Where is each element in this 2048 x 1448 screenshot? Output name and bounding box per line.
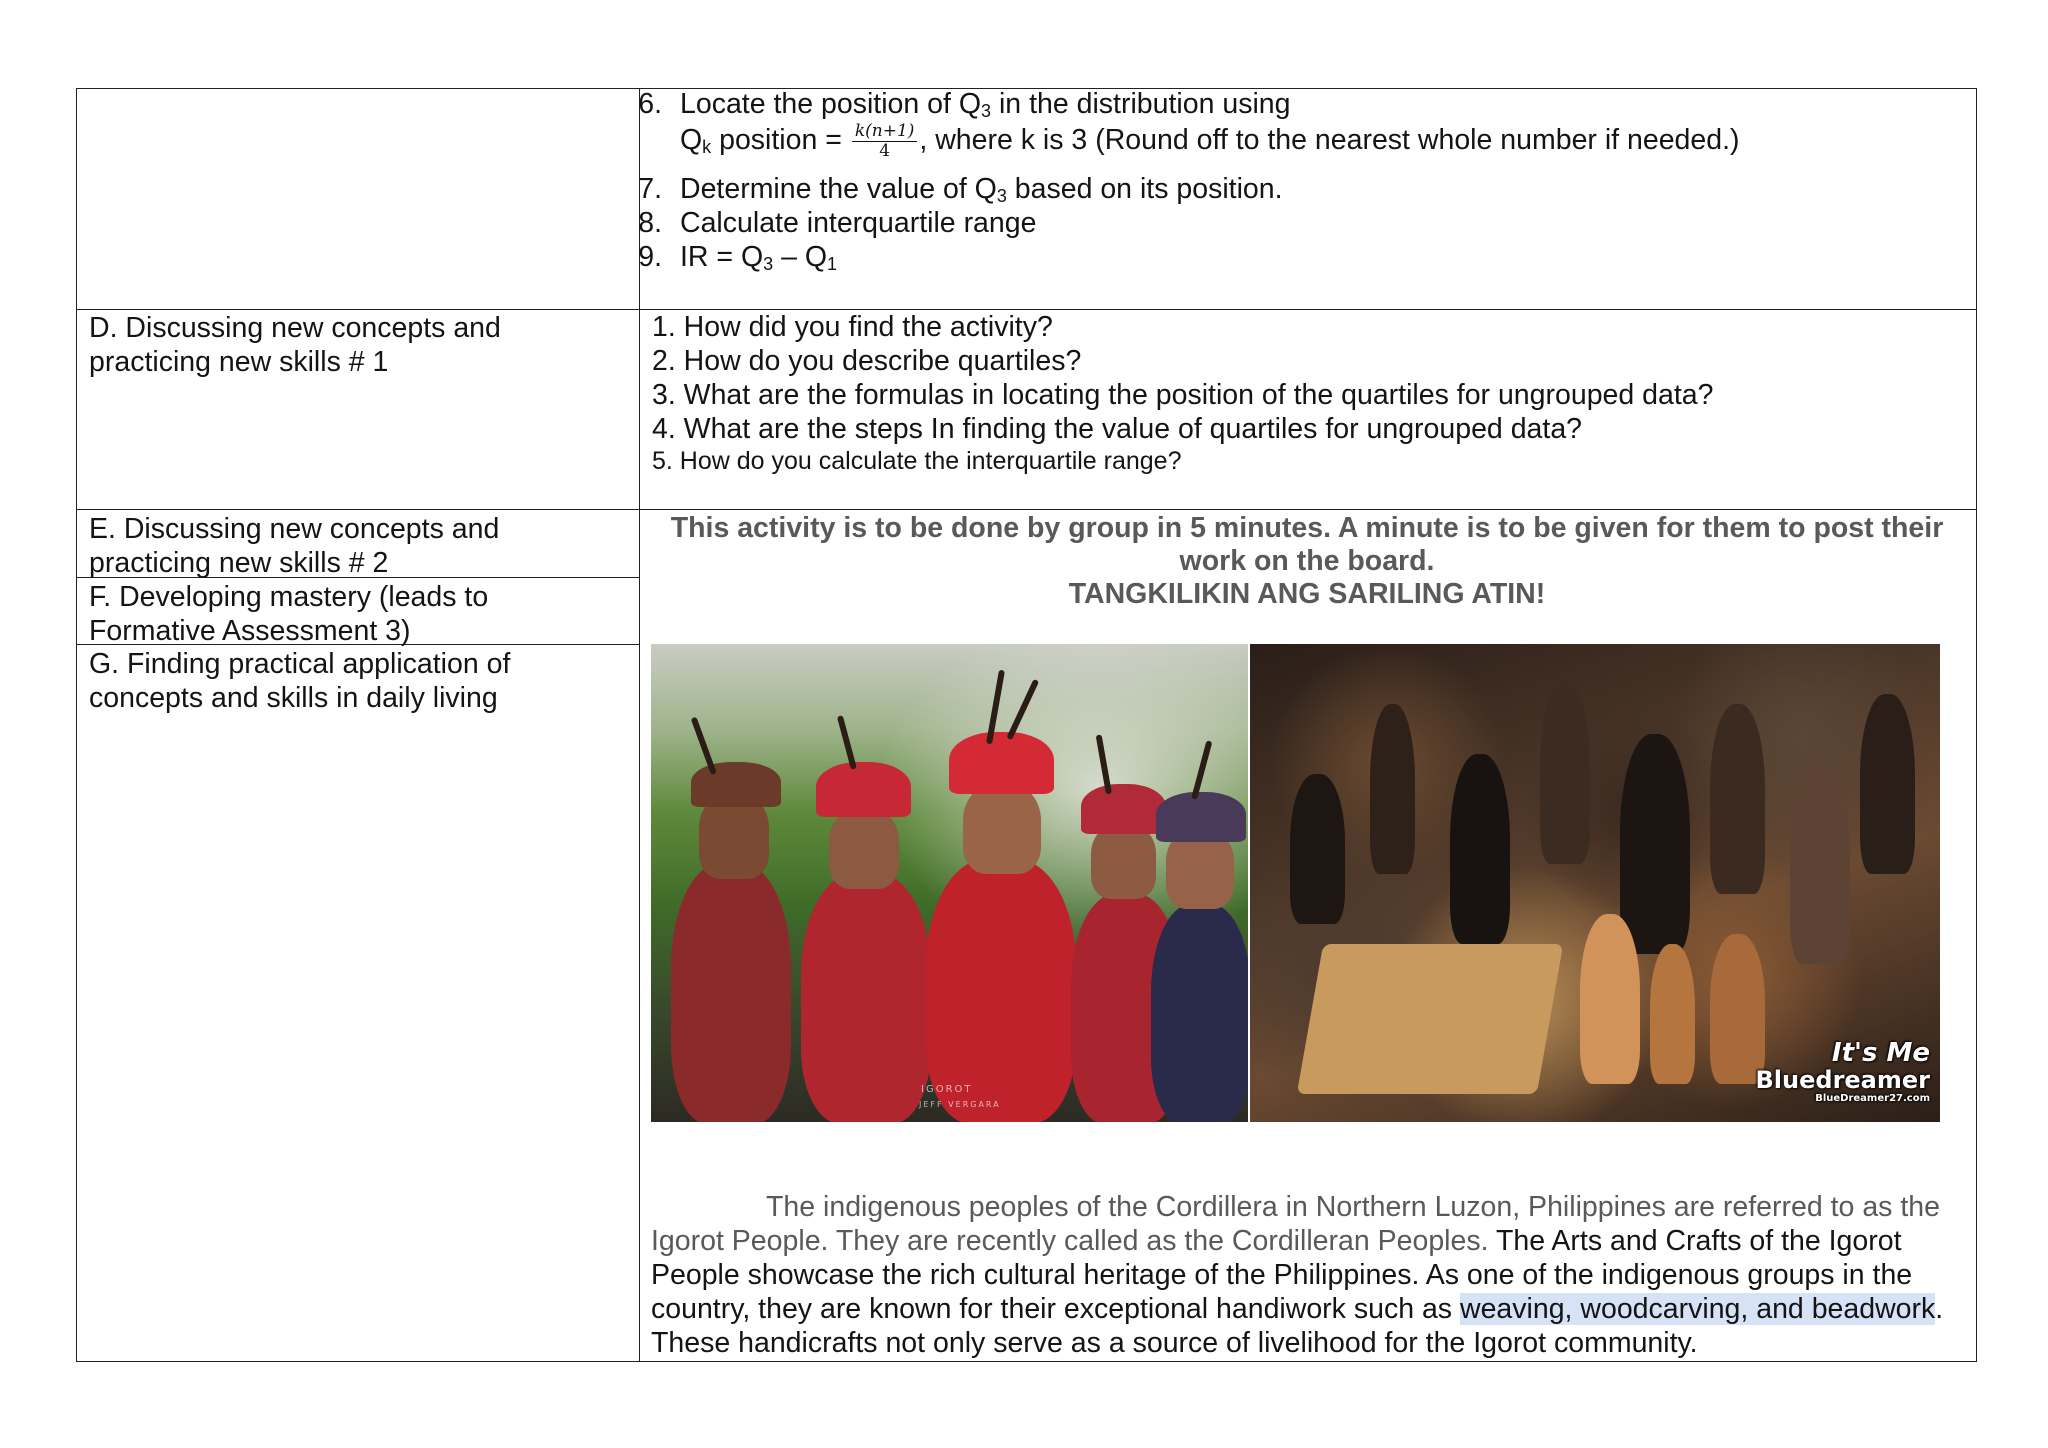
question-2: 2. How do you describe quartiles? — [652, 345, 1082, 377]
woodcarvings-photo — [1250, 644, 1940, 1122]
elder-figure — [801, 874, 931, 1122]
feather — [1006, 679, 1039, 740]
activity-title: TANGKILIKIN ANG SARILING ATIN! — [1068, 578, 1546, 610]
question-4: 4. What are the steps In finding the value of quartiles for ungrouped data? — [652, 413, 1583, 445]
step-8: 8. Calculate interquartile range — [638, 207, 1037, 239]
paragraph-line-5: These handicrafts not only serve as a source of livelihood for the Igorot community. — [651, 1327, 1698, 1359]
elder-face — [963, 784, 1041, 874]
row-g-label: G. Finding practical application of concepts and skills in daily living — [89, 648, 511, 714]
feather — [837, 715, 857, 770]
row-divider-after-steps — [77, 309, 1976, 310]
step-6: 6. Locate the position of $Q_3$ in the distribution using — [638, 88, 1291, 121]
igorot-elders-photo — [651, 644, 1248, 1122]
elder-figure — [671, 864, 791, 1122]
elder-headdress — [691, 762, 781, 807]
row-divider-after-d — [77, 509, 1976, 510]
paragraph-line-1: The indigenous peoples of the Cordillera in Northern Luzon, Philippines are referred to as the — [766, 1191, 1940, 1223]
elder-figure — [1151, 904, 1248, 1122]
question-1: 1. How did you find the activity? — [652, 311, 1053, 343]
row-f-label: F. Developing mastery (leads to Formative Assessment 3) — [89, 581, 489, 647]
column-divider — [639, 89, 640, 1361]
highlighted-crafts: weaving, woodcarving, and beadwork — [1459, 1293, 1936, 1325]
paragraph-line-2: Igorot People. They are recently called as the Cordilleran Peoples. The Arts and Crafts of the Igorot — [651, 1225, 1902, 1257]
elder-figure — [926, 859, 1076, 1122]
step-9: 9. IR = $Q_3 - Q_1$ — [638, 241, 838, 274]
quartile-position-fraction: $\frac{k(n+1)}{4}$ — [852, 122, 918, 161]
carving — [1620, 734, 1690, 954]
elder-headdress — [816, 762, 911, 817]
elder-face — [1091, 824, 1156, 899]
carving — [1650, 944, 1695, 1084]
elder-headdress — [949, 732, 1054, 794]
row-d-label: D. Discussing new concepts and practicing new skills # 1 — [89, 312, 501, 378]
feather — [1191, 740, 1212, 800]
question-3: 3. What are the formulas in locating the position of the quartiles for ungrouped data? — [652, 379, 1714, 411]
carving — [1790, 764, 1850, 964]
elder-headdress — [1081, 784, 1166, 834]
elder-face — [829, 809, 899, 889]
question-5: 5. How do you calculate the interquartile range? — [652, 447, 1182, 475]
carving — [1540, 684, 1590, 864]
activity-instructions: This activity is to be done by group in 5 minutes. A minute is to be given for them to post their work on the board. TANGKILIKIN ANG SARILING ATIN! — [652, 512, 1962, 611]
carving — [1370, 704, 1415, 874]
carving — [1860, 694, 1915, 874]
photo-watermark: It's Me Bluedreamer BlueDreamer27.com — [1755, 1038, 1930, 1104]
step-6-formula: $Q_k$ position = $\frac{k(n+1)}{4}$ , where k is 3 (Round off to the nearest whole number if needed.) — [680, 121, 1740, 161]
step-7: 7. Determine the value of $Q_3$ based on its position. — [638, 173, 1283, 206]
carving — [1710, 704, 1765, 894]
carving — [1450, 754, 1510, 944]
carving — [1580, 914, 1640, 1084]
paragraph-line-4: country, they are known for their exceptional handiwork such as weaving, woodcarving, and beadwork. — [651, 1293, 1944, 1325]
elder-headdress — [1156, 792, 1246, 842]
row-e-label: E. Discussing new concepts and practicing new skills # 2 — [89, 513, 500, 579]
feather — [1096, 734, 1112, 794]
display-table — [1297, 944, 1563, 1094]
carving — [1290, 774, 1345, 924]
photo-caption: IGOROT — [921, 1084, 973, 1095]
photo-credit: JEFF VERGARA — [919, 1100, 1001, 1109]
paragraph-line-3: People showcase the rich cultural heritage of the Philippines. As one of the indigenous groups in the — [651, 1259, 1913, 1291]
